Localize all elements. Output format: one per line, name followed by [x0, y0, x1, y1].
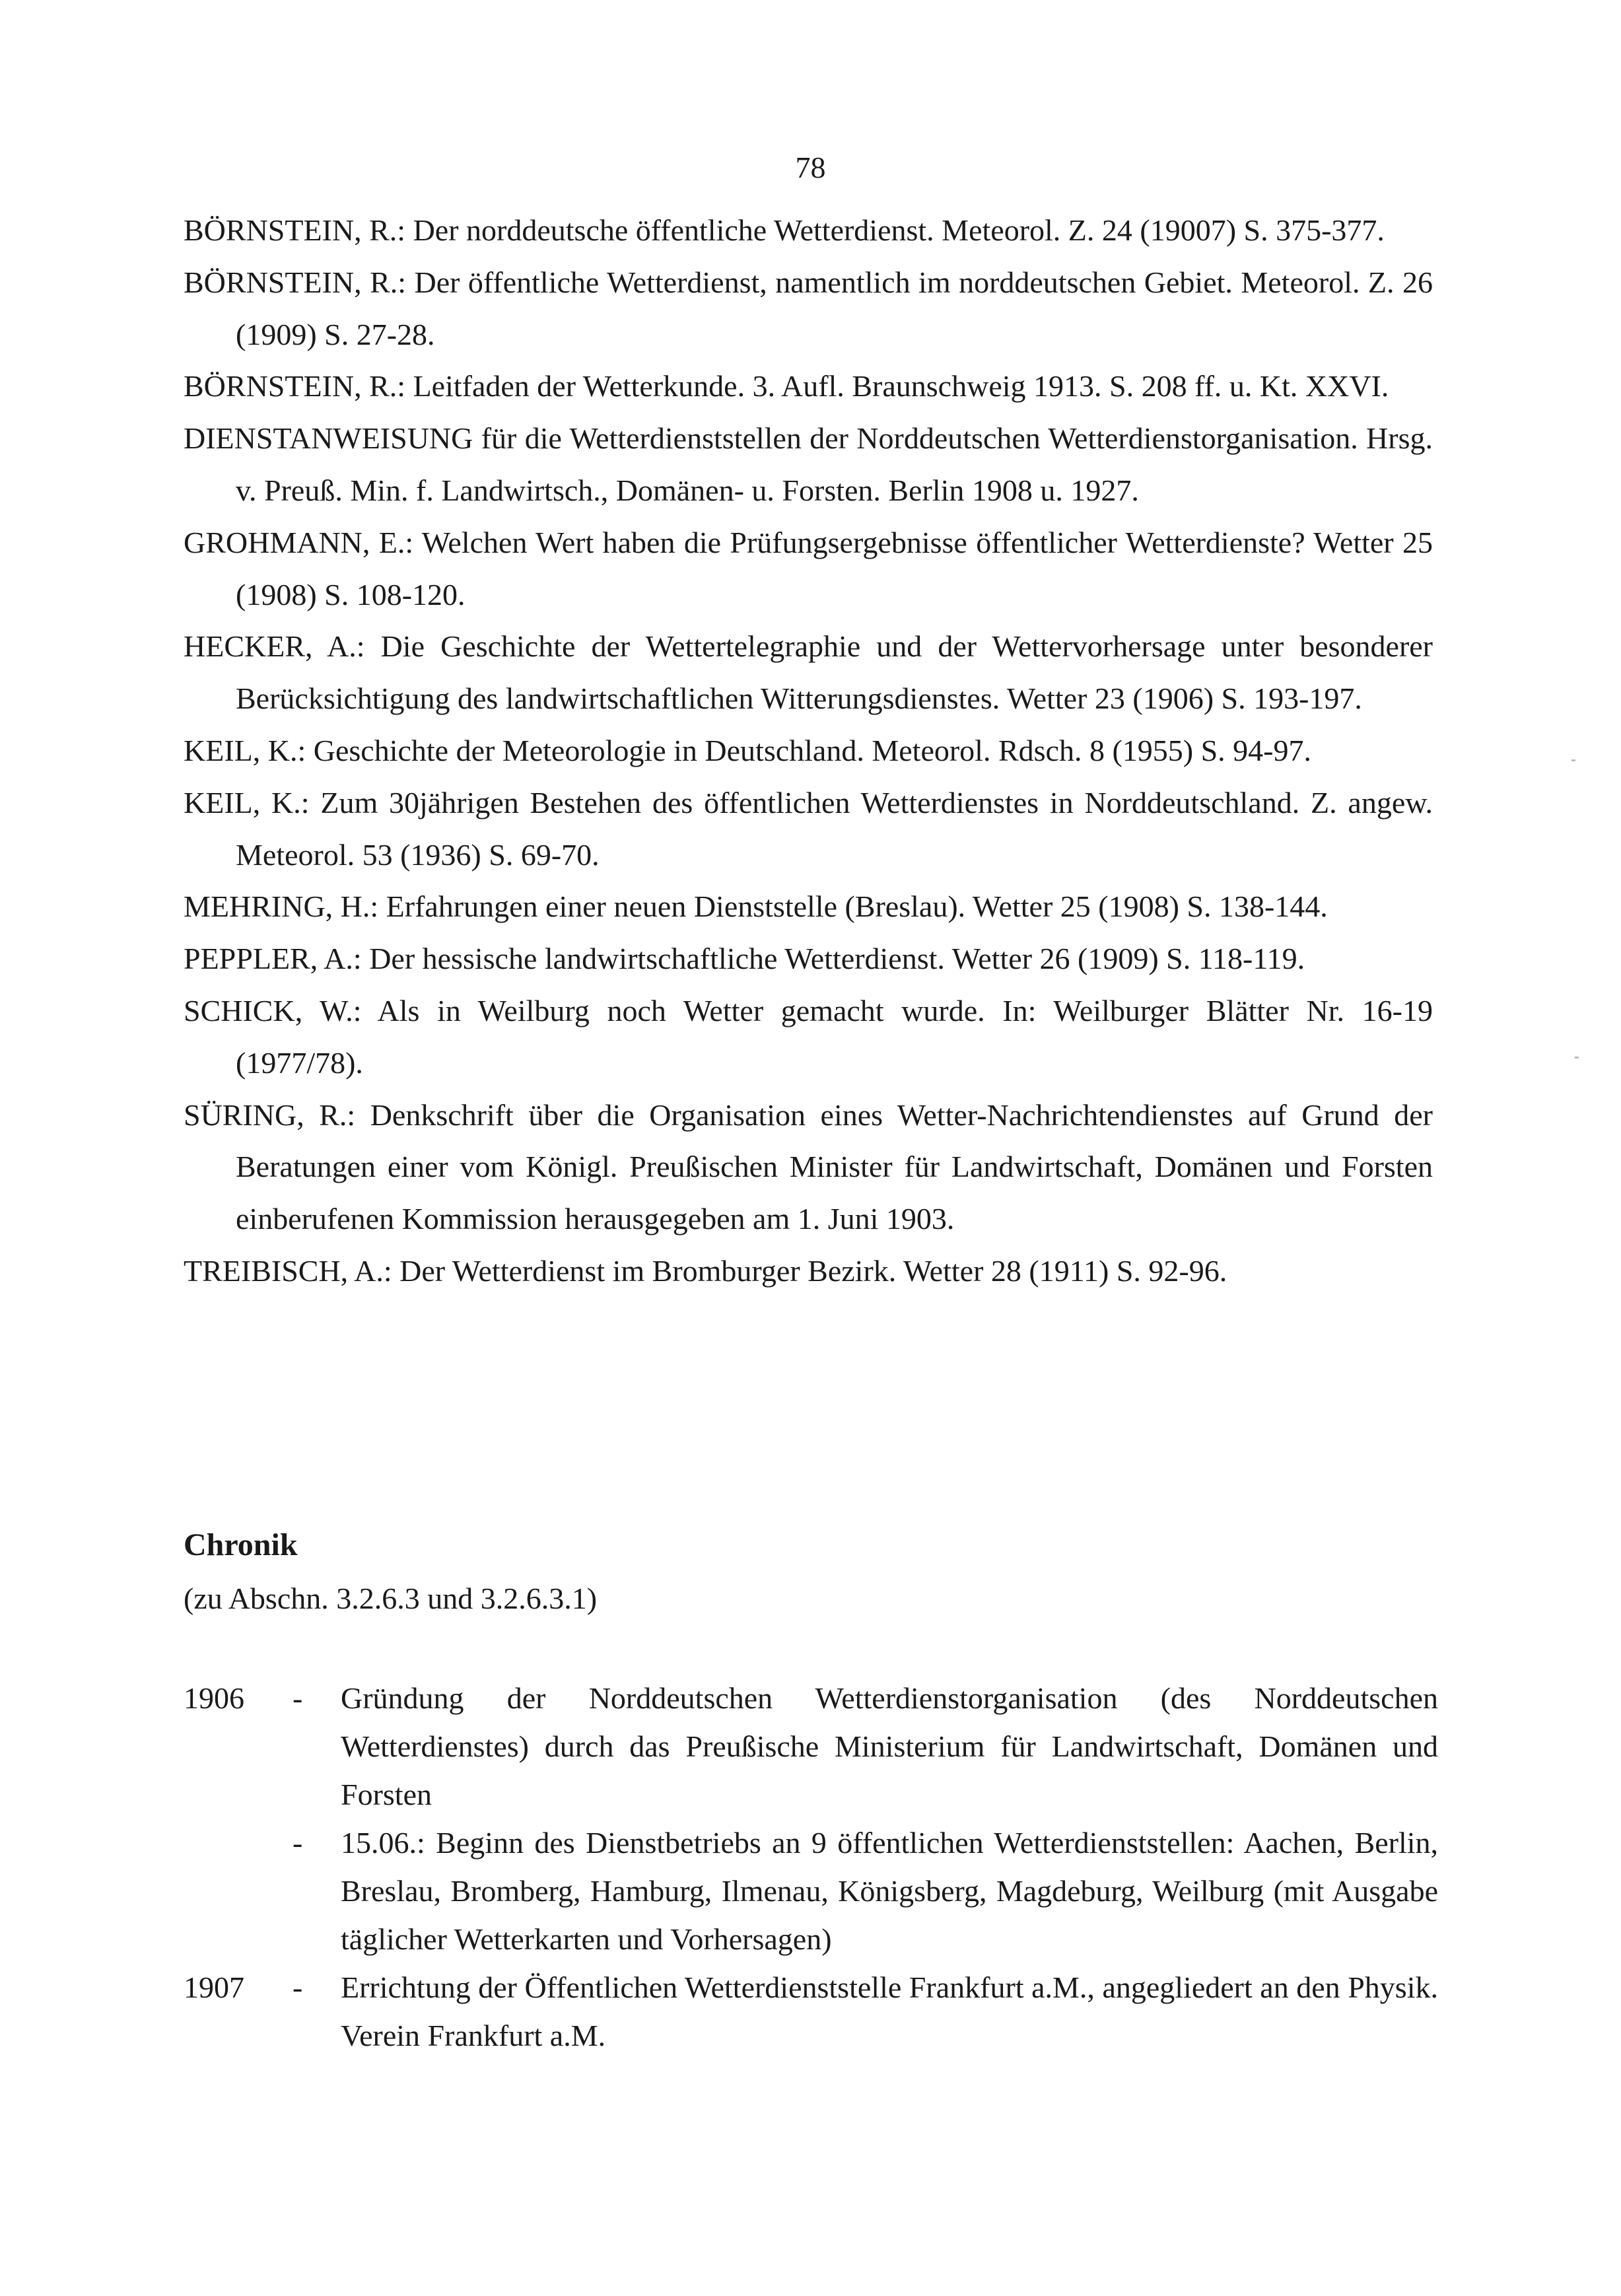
- chronik-year: 1906: [184, 1681, 244, 1715]
- chronik-year: 1907: [184, 1970, 244, 2004]
- reference-entry: KEIL, K.: Geschichte der Meteorologie in Deutschland. Meteorol. Rdsch. 8 (1955) S. 94-97.: [184, 733, 1311, 767]
- reference-entry: MEHRING, H.: Erfahrungen einer neuen Dienststelle (Breslau). Wetter 25 (1908) S. 138-144.: [184, 889, 1328, 924]
- reference-entry: BÖRNSTEIN, R.: Der norddeutsche öffentliche Wetterdienst. Meteorol. Z. 24 (19007) S. 375-377.: [184, 213, 1385, 247]
- chronik-entry: [184, 1819, 1438, 1963]
- reference-entry: SCHICK, W.: Als in Weilburg noch Wetter gemacht wurde. In: Weilburger Blätter Nr. 16-19 (1977/78).: [184, 993, 1433, 1080]
- reference-entry: HECKER, A.: Die Geschichte der Wettertelegraphie und der Wettervorhersage unter besonderer Berücksichtigung des landwirtschaftlichen Witterungsdienstes. Wetter 23 (1906) S. 193-197.: [184, 629, 1433, 716]
- reference-entry: GROHMANN, E.: Welchen Wert haben die Prüfungsergebnisse öffentlicher Wetterdienste? Wetter 25 (1908) S. 108-120.: [184, 525, 1433, 611]
- reference-entry: TREIBISCH, A.: Der Wetterdienst im Bromburger Bezirk. Wetter 28 (1911) S. 92-96.: [184, 1253, 1227, 1288]
- reference-entry: BÖRNSTEIN, R.: Der öffentliche Wetterdienst, namentlich im norddeutschen Gebiet. Meteorol. Z. 26 (1909) S. 27-28.: [184, 265, 1433, 351]
- chronik-entry: [184, 1963, 1438, 2060]
- reference-entry: DIENSTANWEISUNG für die Wetterdienststellen der Norddeutschen Wetterdienstorganisation. Hrsg. v. Preuß. Min. f. Landwirtsch., Domänen- u. Forsten. Berlin 1908 u. 1927.: [184, 421, 1433, 507]
- chronik-text: Gründung der Norddeutschen Wetterdienstorganisation (des Norddeutschen Wetterdienstes) durch das Preußische Ministerium für Landwirtschaft, Domänen und Forsten: [341, 1681, 1438, 1811]
- scan-speck: [1575, 1057, 1579, 1059]
- scan-speck: [1571, 759, 1575, 761]
- chronik-dash: -: [293, 1970, 303, 2004]
- reference-entry: PEPPLER, A.: Der hessische landwirtschaftliche Wetterdienst. Wetter 26 (1909) S. 118-119.: [184, 942, 1305, 976]
- reference-entry: SÜRING, R.: Denkschrift über die Organisation eines Wetter-Nachrichtendienstes auf Grund der Beratungen einer vom Königl. Preußischen Minister für Landwirtschaft, Domänen und Forsten einberufenen Kommission herausgegeben am 1. Juni 1903.: [184, 1097, 1433, 1236]
- chronik-text: 15.06.: Beginn des Dienstbetriebs an 9 öffentlichen Wetterdienststellen: Aachen, Berlin, Breslau, Bromberg, Hamburg, Ilmenau, Königsberg, Magdeburg, Weilburg (mit Ausgabe täglicher Wetterkarten und Vorhersagen): [341, 1826, 1438, 1956]
- chronik-dash: -: [293, 1681, 303, 1715]
- reference-entry: KEIL, K.: Zum 30jährigen Bestehen des öffentlichen Wetterdienstes in Norddeutschland. Z. angew. Meteorol. 53 (1936) S. 69-70.: [184, 785, 1433, 872]
- chronik-heading: Chronik: [184, 1527, 298, 1562]
- reference-entry: BÖRNSTEIN, R.: Leitfaden der Wetterkunde. 3. Aufl. Braunschweig 1913. S. 208 ff. u. Kt. XXVI.: [184, 369, 1389, 403]
- chronik-entry: [184, 1674, 1438, 1819]
- chronik-dash: -: [293, 1826, 303, 1860]
- chronik-subheading: (zu Abschn. 3.2.6.3 und 3.2.6.3.1): [184, 1582, 598, 1615]
- reference-list: [184, 205, 1433, 1298]
- chronik-text: Errichtung der Öffentlichen Wetterdienststelle Frankfurt a.M., angegliedert an den Physik. Verein Frankfurt a.M.: [341, 1970, 1438, 2052]
- page-number: 78: [795, 151, 826, 184]
- chronik-list: [184, 1674, 1438, 2060]
